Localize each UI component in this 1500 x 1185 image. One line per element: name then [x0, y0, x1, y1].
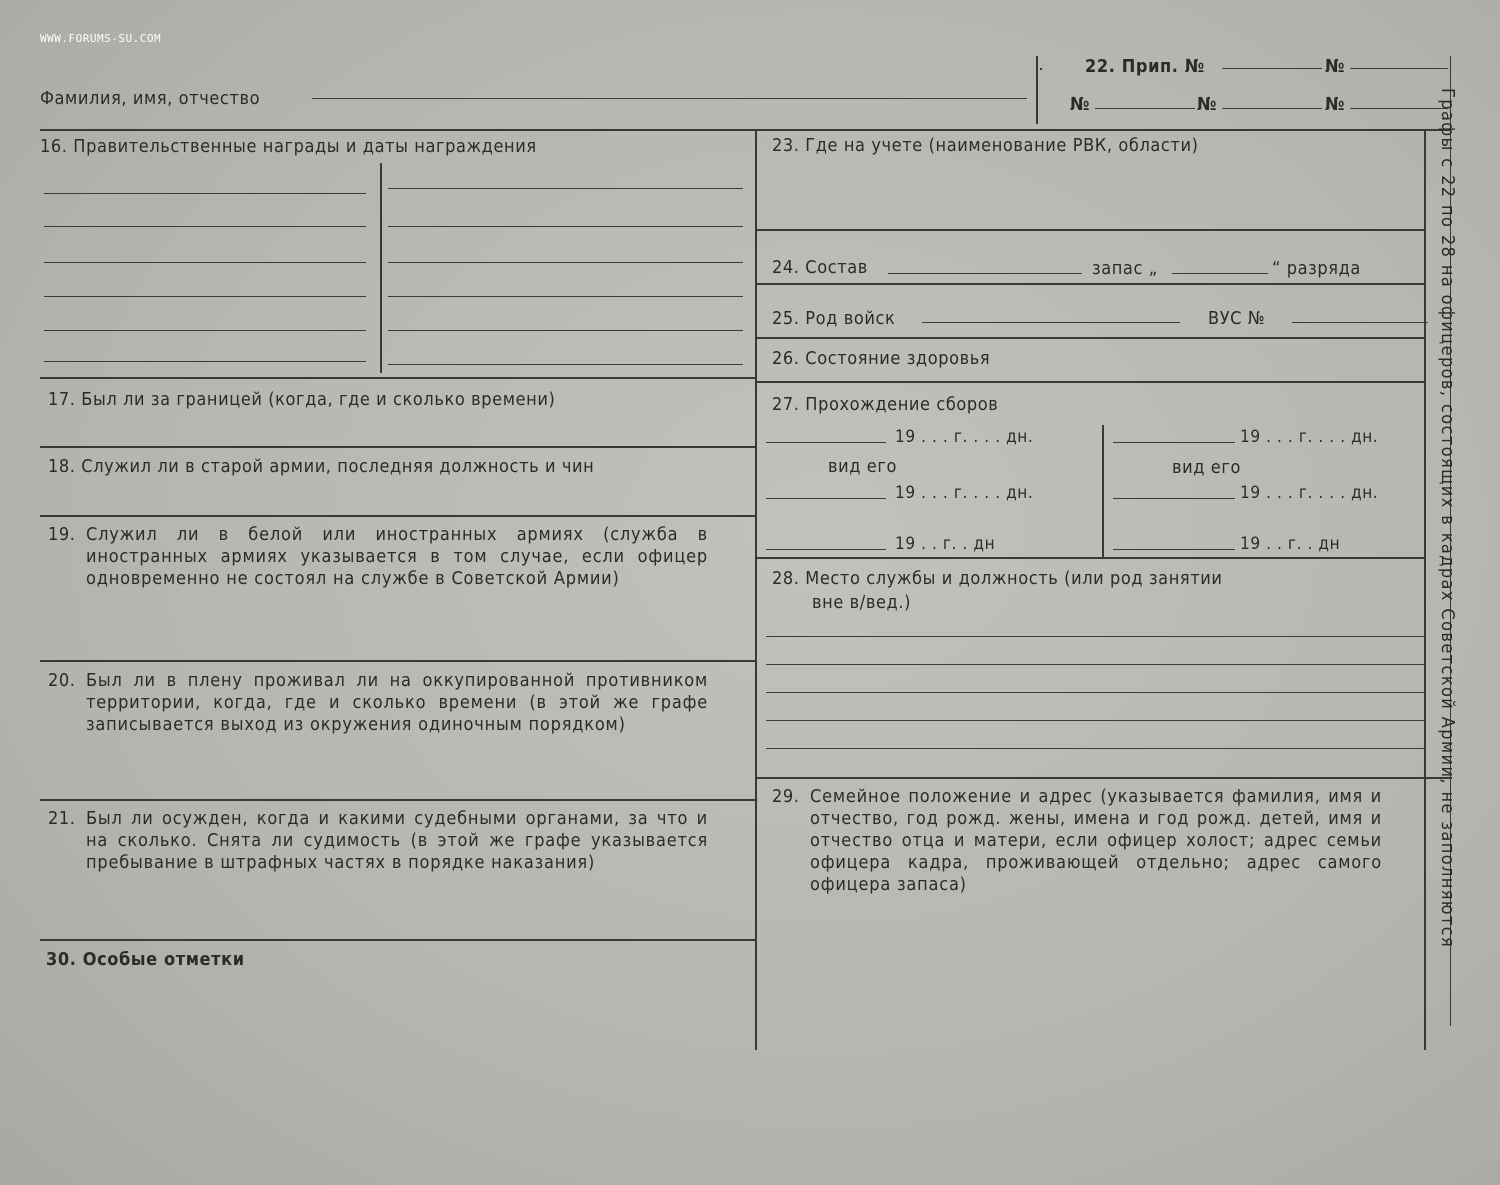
field-16-bottom-rule [40, 377, 755, 379]
field-23-label: 23. Где на учете (наименование РВК, области) [772, 135, 1199, 156]
center-divider [755, 129, 757, 1050]
field-16-divider [380, 163, 382, 373]
field-16-line [388, 188, 743, 189]
field-28-line [766, 664, 1424, 665]
field-25-vus: ВУС № [1208, 308, 1266, 329]
field-18-bottom-rule [40, 515, 755, 517]
header-divider [1036, 56, 1038, 124]
field-28-line [766, 636, 1424, 637]
field-27-row-2-left: 19 . . . г. . . . дн. [895, 483, 1034, 503]
field-25-label: 25. Род войск [772, 308, 896, 329]
fio-line [312, 98, 1027, 99]
field-24-line [888, 273, 1082, 274]
pripisi-tick [1040, 68, 1042, 70]
pripisi-num-4: № [1197, 94, 1218, 115]
field-24-razryad: “ разряда [1272, 258, 1361, 279]
pripisi-label: 22. Прип. № [1085, 56, 1205, 77]
field-28-line [766, 720, 1424, 721]
field-20-bottom-rule [40, 799, 755, 801]
field-18-label: 18. Служил ли в старой армии, последняя должность и чин [48, 456, 595, 477]
pripisi-line-5 [1350, 108, 1448, 109]
field-16-line [388, 330, 743, 331]
field-30-label: 30. Особые отметки [46, 949, 245, 970]
field-28-label-2: вне в/вед.) [812, 592, 912, 613]
pripisi-line-3 [1095, 108, 1195, 109]
field-27-row-3-right: 19 . . г. . дн [1240, 534, 1341, 554]
field-27-divider [1102, 425, 1104, 557]
field-24-razryad-line [1172, 273, 1268, 274]
pripisi-line-2 [1350, 68, 1448, 69]
field-20-number: 20. [48, 670, 76, 691]
field-26-label: 26. Состояние здоровья [772, 348, 991, 369]
field-26-bottom-rule [757, 381, 1424, 383]
field-28-line [766, 692, 1424, 693]
field-16-line [388, 262, 743, 263]
field-27-line [1113, 442, 1235, 443]
pripisi-num-2: № [1325, 56, 1346, 77]
field-27-bottom-rule [757, 557, 1424, 559]
field-21-bottom-rule [40, 939, 755, 941]
field-27-row-3-left: 19 . . г. . дн [895, 534, 996, 554]
field-19-bottom-rule [40, 660, 755, 662]
field-27-row-2-right: 19 . . . г. . . . дн. [1240, 483, 1379, 503]
field-27-vid-left: вид его [828, 456, 897, 477]
field-28-bottom-rule [757, 777, 1452, 779]
field-20-text: Был ли в плену проживал ли на оккупированной противником территории, когда, где и сколько времени (в этой же графе записывается выход из окружения одиночным порядком) [86, 670, 708, 735]
field-21-number: 21. [48, 808, 76, 829]
field-23-bottom-rule [757, 229, 1424, 231]
field-28-label: 28. Место службы и должность (или род занятии [772, 568, 1223, 589]
pripisi-num-5: № [1325, 94, 1346, 115]
field-27-line [1113, 498, 1235, 499]
field-16-line [44, 330, 366, 331]
field-24-zapas: запас „ [1092, 258, 1158, 279]
field-16-line [388, 226, 743, 227]
field-27-line [766, 498, 886, 499]
side-note: Графы с 22 по 28 на офицеров, состоящих в кадрах Советской Армии, не заполняются [1437, 88, 1458, 949]
field-25-line [922, 322, 1180, 323]
field-16-line [44, 361, 366, 362]
field-25-vus-line [1292, 322, 1428, 323]
field-29-text: Семейное положение и адрес (указывается фамилия, имя и отчество, год рожд. жены, имена и год рожд. детей, имя и отчество отца и матери, если офицер холост; адрес семьи офицера кадра, проживающей отдельно; адрес самого офицера запаса) [810, 786, 1382, 895]
field-17-label: 17. Был ли за границей (когда, где и сколько времени) [48, 389, 556, 410]
field-24-label: 24. Состав [772, 257, 868, 278]
field-16-line [44, 296, 366, 297]
field-27-row-1-left: 19 . . . г. . . . дн. [895, 427, 1034, 447]
field-24-bottom-rule [757, 283, 1424, 285]
field-19-text: Служил ли в белой или иностранных армиях (служба в иностранных армиях указывается в том случае, если офицер одновременно не состоял на службе в Советской Армии) [86, 524, 708, 589]
field-29-number: 29. [772, 786, 800, 807]
pripisi-line-4 [1222, 108, 1322, 109]
field-19-number: 19. [48, 524, 76, 545]
field-28-line [766, 748, 1424, 749]
field-16-line [44, 262, 366, 263]
field-16-line [388, 296, 743, 297]
field-27-label: 27. Прохождение сборов [772, 394, 999, 415]
field-16-label: 16. Правительственные награды и даты награждения [40, 136, 537, 157]
field-16-line [388, 364, 743, 365]
field-27-line [1113, 549, 1235, 550]
field-21-text: Был ли осужден, когда и какими судебными органами, за что и на сколько. Снята ли судимость (в этой же графе указывается пребывание в штрафных частях в порядке наказания) [86, 808, 708, 873]
field-27-row-1-right: 19 . . . г. . . . дн. [1240, 427, 1379, 447]
fio-label: Фамилия, имя, отчество [40, 88, 261, 109]
field-27-line [766, 442, 886, 443]
field-25-bottom-rule [757, 337, 1424, 339]
pripisi-num-3: № [1070, 94, 1091, 115]
field-16-line [44, 226, 366, 227]
field-17-bottom-rule [40, 446, 755, 448]
watermark: WWW.FORUMS-SU.COM [40, 32, 162, 45]
pripisi-line-1 [1222, 68, 1322, 69]
field-16-line [44, 193, 366, 194]
field-27-vid-right: вид его [1172, 457, 1241, 478]
right-divider [1424, 129, 1426, 1050]
main-top-rule [40, 129, 1450, 131]
field-27-line [766, 549, 886, 550]
